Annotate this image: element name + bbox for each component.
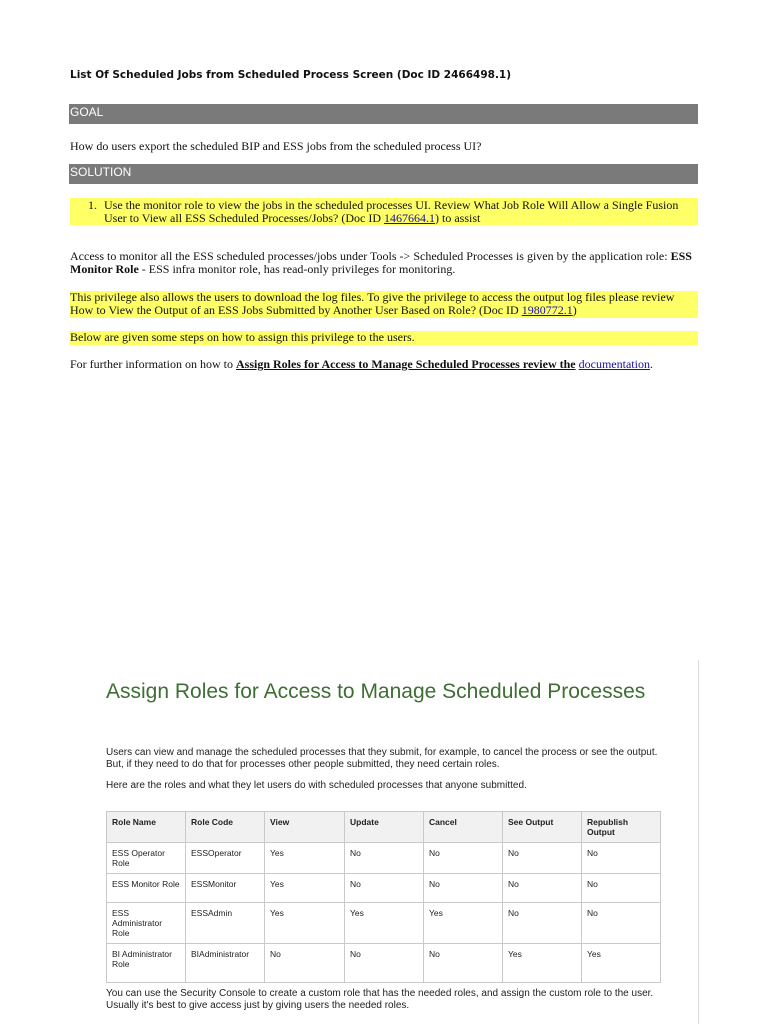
table-cell: No	[582, 874, 661, 903]
header-cancel: Cancel	[424, 812, 503, 843]
table-cell: Yes	[345, 903, 424, 944]
header-role-code: Role Code	[186, 812, 265, 843]
table-cell: ESS Administrator Role	[107, 903, 186, 944]
further-info-paragraph	[70, 358, 698, 371]
header-role-name: Role Name	[107, 812, 186, 843]
access-text-end: - ESS infra monitor role, has read-only privileges for monitoring.	[138, 262, 456, 276]
table-cell: No	[582, 903, 661, 944]
table-cell: Yes	[503, 944, 582, 983]
assign-roles-bold-link[interactable]: Assign Roles for Access to Manage Scheduled Processes review the	[235, 357, 576, 371]
access-paragraph	[70, 250, 698, 276]
table-cell: Yes	[265, 874, 345, 903]
table-cell: BIAdministrator	[186, 944, 265, 983]
solution-heading: SOLUTION	[69, 164, 698, 184]
table-row	[107, 944, 661, 983]
table-cell: ESSOperator	[186, 843, 265, 874]
goal-text: How do users export the scheduled BIP and ESS jobs from the scheduled process UI?	[70, 139, 482, 153]
list-item-number: 1.	[88, 198, 97, 212]
list-item	[70, 198, 698, 225]
documentation-link[interactable]: documentation	[578, 357, 650, 371]
roles-table	[106, 811, 661, 983]
table-cell: No	[424, 944, 503, 983]
table-cell: BI Administrator Role	[107, 944, 186, 983]
doc-1467664-link[interactable]: 1467664.1	[384, 211, 436, 225]
table-cell: No	[503, 874, 582, 903]
further-text-start: For further information on how to	[70, 357, 236, 371]
header-update: Update	[345, 812, 424, 843]
header-view: View	[265, 812, 345, 843]
table-cell: No	[345, 843, 424, 874]
table-cell: ESSAdmin	[186, 903, 265, 944]
table-cell: Yes	[265, 903, 345, 944]
steps-paragraph: Below are given some steps on how to assign this privilege to the users.	[70, 331, 698, 345]
table-header-row	[107, 812, 661, 843]
header-republish-output: Republish Output	[582, 812, 661, 843]
solution-list	[70, 198, 698, 225]
table-cell: No	[265, 944, 345, 983]
document-title: List Of Scheduled Jobs from Scheduled Process Screen (Doc ID 2466498.1)	[70, 69, 512, 81]
table-cell: No	[582, 843, 661, 874]
table-cell: No	[503, 903, 582, 944]
table-row	[107, 874, 661, 903]
doc-1980772-link[interactable]: 1980772.1	[521, 303, 573, 317]
table-cell: No	[424, 874, 503, 903]
table-cell: ESSMonitor	[186, 874, 265, 903]
table-row	[107, 903, 661, 944]
access-text-start: Access to monitor all the ESS scheduled processes/jobs under Tools -> Scheduled Processes is given by the application role:	[70, 249, 671, 263]
table-cell: Yes	[265, 843, 345, 874]
header-see-output: See Output	[503, 812, 582, 843]
list-item-text-end: ) to assist	[435, 211, 481, 225]
image-heading: Assign Roles for Access to Manage Scheduled Processes	[106, 680, 646, 703]
image-security-console-paragraph: You can use the Security Console to create a custom role that has the needed roles, and assign the custom role to the user. Usually it's best to give access just by giving users the needed roles.	[106, 988, 654, 1011]
table-cell: No	[345, 874, 424, 903]
table-cell: Yes	[424, 903, 503, 944]
privilege-text-end: )	[572, 303, 577, 317]
table-row	[107, 843, 661, 874]
table-cell: No	[424, 843, 503, 874]
privilege-text-start: This privilege also allows the users to download the log files. To give the privilege to access the output log files please review How to View the Output of an ESS Jobs Submitted by Another User Based on Role? (Doc ID	[70, 290, 675, 317]
image-intro-paragraph: Users can view and manage the scheduled processes that they submit, for example, to cancel the process or see the output. But, if they need to do that for processes other people submitted, they need certain roles.	[106, 747, 658, 770]
embedded-documentation-image	[86, 660, 699, 1024]
table-cell: Yes	[582, 944, 661, 983]
table-cell: No	[503, 843, 582, 874]
table-cell: No	[345, 944, 424, 983]
table-cell: ESS Operator Role	[107, 843, 186, 874]
ess-monitor-role-bold: ESS Monitor Role	[70, 249, 692, 276]
privilege-paragraph	[70, 291, 698, 318]
goal-heading: GOAL	[69, 104, 698, 124]
further-text-end: .	[649, 357, 653, 371]
list-item-text	[104, 199, 692, 225]
table-cell: ESS Monitor Role	[107, 874, 186, 903]
list-item-text-start: Use the monitor role to view the jobs in the scheduled processes UI. Review What Job Role Will Allow a Single Fusion User to View all ESS Scheduled Processes/Jobs? (Doc ID	[104, 198, 679, 225]
image-roles-paragraph: Here are the roles and what they let users do with scheduled processes that anyone submitted.	[106, 780, 527, 791]
